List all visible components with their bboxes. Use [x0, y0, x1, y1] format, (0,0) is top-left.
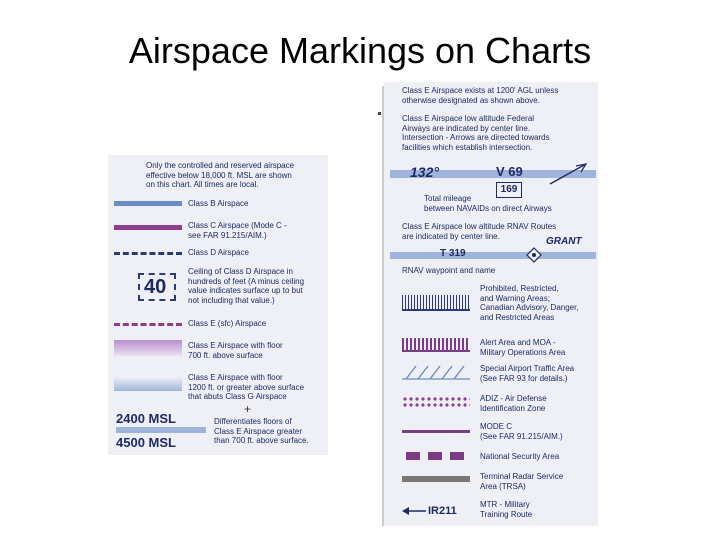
class-e-sfc-symbol [114, 323, 182, 326]
ceiling-number: 40 [144, 276, 167, 298]
mtr-text: MTR - Military Training Route [480, 500, 533, 519]
mode-c-text: MODE C (See FAR 91.215/AIM.) [480, 422, 563, 441]
crosshair-cursor: + [244, 402, 252, 416]
class-c-label: Class C Airspace (Mode C - see FAR 91.215/AIM.) [188, 221, 287, 240]
trsa-symbol [402, 476, 470, 482]
mileage-box: 169 [496, 182, 522, 198]
legend-right-panel [384, 82, 598, 526]
floors-text: Differentiates floors of Class E Airspace greater than 700 ft. above surface. [214, 417, 309, 445]
class-d-symbol [114, 252, 182, 255]
special-traffic-text: Special Airport Traffic Area (See FAR 93 for details.) [480, 364, 575, 383]
trsa-text: Terminal Radar Service Area (TRSA) [480, 472, 564, 491]
class-b-symbol [114, 201, 182, 206]
t319-label: T 319 [440, 248, 466, 259]
class-d-label: Class D Airspace [188, 248, 249, 257]
class-e-sfc-label: Class E (sfc) Airspace [188, 319, 267, 328]
class-e-1200-symbol [114, 377, 182, 391]
victor-airway-label: V 69 [496, 164, 523, 179]
mileage-text: Total mileage between NAVAIDs on direct Airways [424, 194, 552, 213]
alert-moa-text: Alert Area and MOA - Military Operations Area [480, 338, 566, 357]
class-c-symbol [114, 225, 182, 230]
dot-marker [378, 112, 381, 115]
msl-bottom: 4500 MSL [116, 435, 176, 450]
ceiling-text: Ceiling of Class D Airspace in hundreds of feet (A minus ceiling value indicates surface up to but not including that value.) [188, 267, 305, 305]
page-title: Airspace Markings on Charts [128, 30, 592, 71]
class-d-ceiling-box [138, 273, 176, 301]
rnav-route-band [390, 252, 596, 259]
ir-route-label: IR211 [428, 505, 457, 517]
adiz-text: ADIZ - Air Defense Identification Zone [480, 394, 547, 413]
federal-airways-text: Class E Airspace low altitude Federal Airways are indicated by center line. Intersection - Arrows are directed towards facilities which establish intersection. [402, 114, 550, 152]
class-e-700-symbol [114, 340, 182, 356]
mtr-arrow-icon [402, 506, 426, 516]
class-e-700-label: Class E Airspace with floor 700 ft. above surface [188, 341, 283, 360]
national-security-area-symbol [406, 452, 468, 460]
rnav-waypoint-icon [526, 247, 542, 263]
national-security-text: National Security Area [480, 452, 560, 461]
course-label: 132° [410, 164, 439, 180]
prohibited-area-symbol [402, 295, 470, 311]
class-e-agl-text: Class E Airspace exists at 1200' AGL unless otherwise designated as shown above. [402, 86, 559, 105]
rnav-routes-text: Class E Airspace low altitude RNAV Routes are indicated by center line. [402, 222, 557, 241]
special-traffic-area-symbol [402, 364, 470, 380]
class-b-label: Class B Airspace [188, 199, 249, 208]
msl-divider-band [116, 427, 206, 433]
class-e-1200-label: Class E Airspace with floor 1200 ft. or greater above surface that abuts Class G Airspace [188, 373, 305, 401]
mode-c-symbol [402, 430, 470, 433]
moa-symbol [402, 338, 470, 352]
rnav-waypoint-text: RNAV waypoint and name [402, 266, 496, 275]
msl-top: 2400 MSL [116, 411, 176, 426]
intersection-arrows-icon [546, 160, 590, 188]
adiz-symbol [402, 396, 470, 408]
intro-text: Only the controlled and reserved airspace effective below 18,000 ft. MSL are shown on this chart. All times are local. [146, 161, 295, 189]
legend-left-panel [108, 155, 328, 455]
prohibited-text: Prohibited, Restricted, and Warning Areas; Canadian Advisory, Danger, and Restricted Areas [480, 284, 579, 322]
grant-label: GRANT [546, 236, 582, 247]
